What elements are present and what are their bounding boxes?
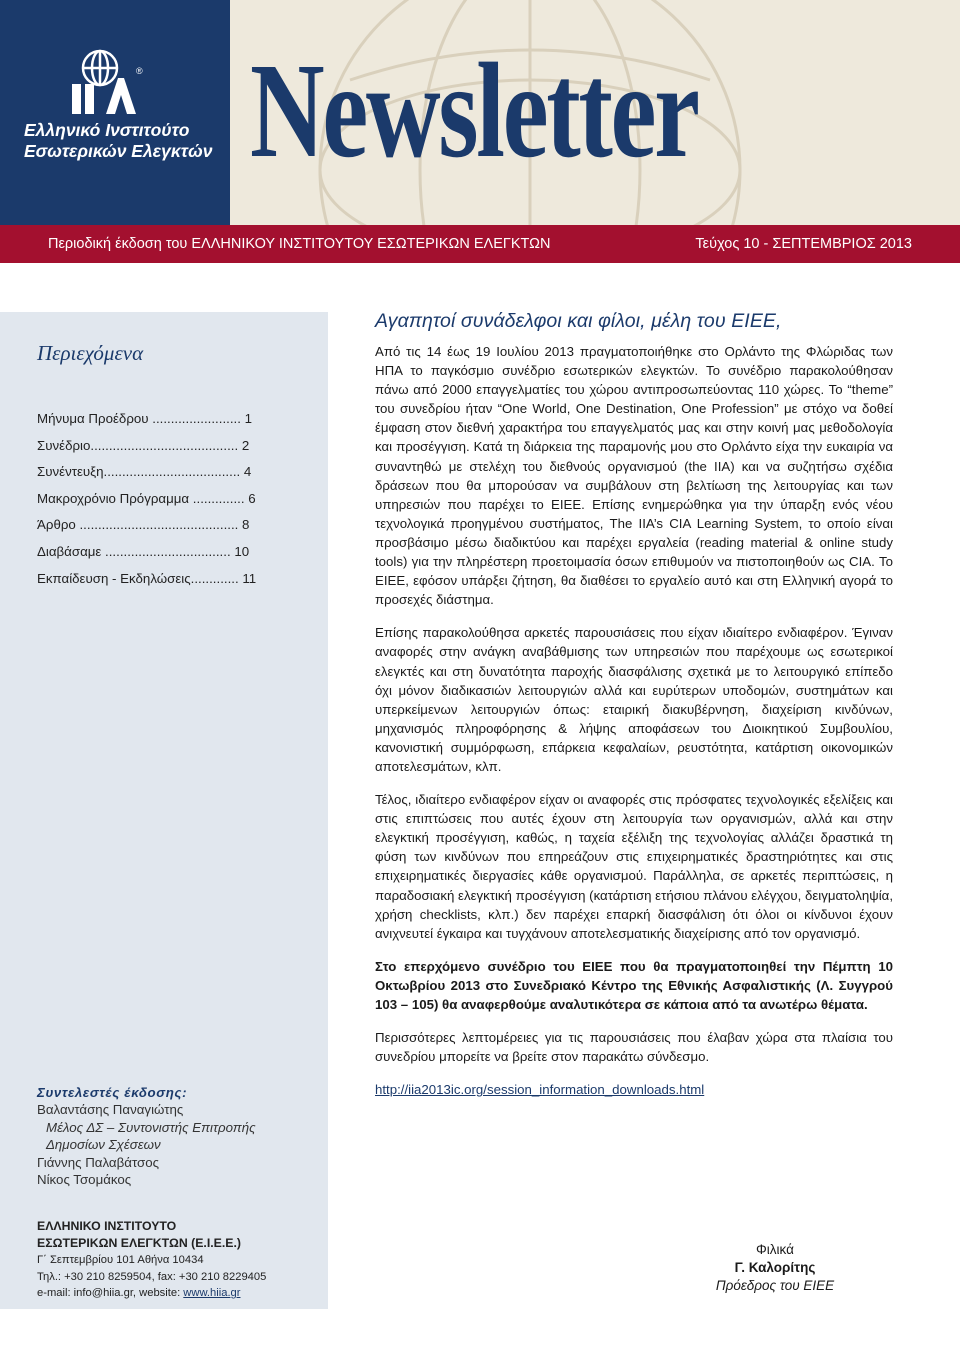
toc-item-we-read[interactable]: Διαβάσαμε .................................. 10 <box>37 543 250 559</box>
toc-item-conference[interactable]: Συνέδριο........................................ 2 <box>37 437 250 453</box>
credit-line: Μέλος ΔΣ – Συντονιστής Επιτροπής <box>46 1119 256 1135</box>
presentations-link[interactable]: http://iia2013ic.org/session_information_downloads.html <box>375 1082 705 1098</box>
logo-text-line1: Ελληνικό Ινστιτούτο <box>24 120 190 140</box>
credit-line: Δημοσίων Σχέσεων <box>46 1137 161 1153</box>
toc-item-education-events[interactable]: Εκπαίδευση - Εκδηλώσεις............. 11 <box>37 570 257 586</box>
issue-number: Τεύχος 10 - ΣΕΠΤΕΜΒΡΙΟΣ 2013 <box>695 236 912 252</box>
iia-logo-icon <box>62 48 162 116</box>
address: Γ΄ Σεπτεμβρίου 101 Αθήνα 10434 <box>37 1254 204 1266</box>
toc-item-article[interactable]: Άρθρο ........................................... 8 <box>37 517 250 533</box>
email-text: e-mail: info@hiia.gr, website: <box>37 1287 184 1300</box>
paragraph-1: Από τις 14 έως 19 Ιουλίου 2013 πραγματοποιήθηκε στο Ορλάντο της Φλώριδας των ΗΠΑ το παγκόσμιο συνέδριο εσωτερικών ελεγκτών. Το συνέδριο παρακολούθησαν πάνω από 2000 επαγγελματίες του χώρου αντιπροσωπεύοντας 110 χώρες. Το “theme” του συνεδρίου ήταν “One World, One Destination, One Profession” με στόχο να δοθεί έμφαση στον διεθνή χαρακτήρα του επαγγελματός μας και στην κοινή μας μεθοδολογία και προσέγγιση. Κατά τη διάρκεια της παραμονής μου στο Ορλάντο είχα την ευκαιρία να συναντηθώ με στελέχη του διεθνούς οργανισμού (the IIA) και να συζητήσω σχέδια δράσεων που θα μπορούσαν να συμβάλουν στη βελτίωση της λειτουργίας και των υπηρεσιών που παρέχει το ΕΙΕΕ. Επίσης ενημερώθηκα για την ύπαρξη ενός νέου τεχνολογικά προηγμένου συστήματος, The IIA’s CIA Learning System, το οποίο είναι προσβάσιμο μέσω διαδικτύου και παρέχει εργαλεία (reading material & online study tools) για την πληρέστερη προετοιμασία όσων επιθυμούν να πιστοποιηθούν ως CIA. Το ΕΙΕΕ, εφόσον υπάρξει ζήτηση, θα διαθέσει το εργαλείο αυτό και στη Ελληνική αγορά το προσεχές διάστημα. <box>375 344 893 608</box>
website-link[interactable]: www.hiia.gr <box>183 1287 241 1300</box>
logo-panel <box>0 0 230 225</box>
credit-line: Γιάννης Παλαβάτσος <box>37 1154 160 1170</box>
logo-text-line2: Εσωτερικών Ελεγκτών <box>24 141 213 161</box>
org-name-line2: ΕΣΩΤΕΡΙΚΩΝ ΕΛΕΓΚΤΩΝ (Ε.Ι.Ε.Ε.) <box>37 1236 242 1250</box>
signoff <box>660 1241 890 1295</box>
toc-item-president-message[interactable]: Μήνυμα Προέδρου ........................ 1 <box>37 411 253 426</box>
toc-item-long-term-program[interactable]: Μακροχρόνιο Πρόγραμμα .............. 6 <box>37 490 256 506</box>
contact-info <box>37 1218 327 1302</box>
credits-title: Συντελεστές έκδοσης: <box>37 1085 188 1100</box>
paragraph-upcoming-conference: Στο επερχόμενο συνέδριο του ΕΙΕΕ που θα πραγματοποιηθεί την Πέμπτη 10 Οκτωβρίου 2013 στο Συνεδριακό Κέντρο της Εθνικής Ασφαλιστικής (Λ. Συγγρού 103 – 105) θα αναφερθούμε αναλυτικότερα σε κάποια από τα ανωτέρω θέματα. <box>375 958 893 1012</box>
credit-line: Νίκος Τσομάκος <box>37 1172 132 1188</box>
newsletter-title: Newsletter <box>250 36 698 186</box>
paragraph-3: Τέλος, ιδιαίτερο ενδιαφέρον είχαν οι αναφορές στις πρόσφατες τεχνολογικές εξελίξεις και στις επιπτώσεις που αυτές έχουν στη λειτουργία των οργανισμών, αλλά και στην ελεγκτική προσέγγιση, καθώς, η ταχεία εξέλιξη της τεχνολογίας αλλάζει δραστικά τη φύση των κινδύνων που επηρεάζουν στις επιχειρηματικές δραστηριότητες και στις επιχειρηματικές διεργασίες κάθε οργανισμού. Παράλληλα, σε αρκετές περιπτώσεις, η παραδοσιακή ελεγκτική προσέγγιση (κατάρτιση ετήσιου πλάνου ελέγχου, δειγματοληψία, χρήση checklists, κλπ.) δεν παρέχει επαρκή διασφάλιση ότι όλοι οι κίνδυνοι έχουν ανιχνευτεί έγκαιρα και τυγχάνουν αποτελεσματικής διαχείρισης από τον οργανισμό. <box>375 792 893 941</box>
email-website <box>37 1285 327 1302</box>
registered-mark: ® <box>136 66 143 76</box>
signoff-greeting: Φιλικά <box>756 1242 794 1257</box>
article-heading: Αγαπητοί συνάδελφοι και φίλοι, μέλη του ΕΙΕΕ, <box>375 310 782 332</box>
paragraph-2: Επίσης παρακολούθησα αρκετές παρουσιάσεις που είχαν ιδιαίτερο ενδιαφέρον. Έγιναν αναφορές στην ανάγκη αναβάθμισης των υπηρεσιών που παρέχουμε ως εσωτερικοί ελεγκτές και στη δυνατότητα παροχής διασφάλισης σχετικά με το λειτουργικό επίπεδο όχι μόνον διαδικασιών λειτουργιών αλλά και ευρύτερων υποδομών, συστημάτων και υπερκείμενων λειτουργιών όπως: εταιρική διακυβέρνηση, διαχείριση κινδύνων, μηχανισμός πληροφόρησης & λήψης αποφάσεων του Διοικητικού Συμβουλίου, κανονιστική συμμόρφωση, επάρκεια κεφαλαίων, ρευστότητα, κατάρτιση οικονομικών αποτελεσμάτων, κλπ. <box>375 625 893 774</box>
toc-title: Περιεχόμενα <box>37 341 144 365</box>
table-of-contents <box>37 409 297 595</box>
toc-item-interview[interactable]: Συνέντευξη..................................... 4 <box>37 464 252 480</box>
issue-bar <box>0 225 960 263</box>
publication-description: Περιοδική έκδοση του ΕΛΛΗΝΙΚΟΥ ΙΝΣΤΙΤΟΥΤΟΥ ΕΣΩΤΕΡΙΚΩΝ ΕΛΕΓΚΤΩΝ <box>48 236 551 252</box>
signoff-name: Γ. Καλορίτης <box>734 1260 816 1275</box>
phone-fax: Τηλ.: +30 210 8259504, fax: +30 210 8229405 <box>37 1270 267 1283</box>
main-article <box>375 308 893 1113</box>
paragraph-more-details: Περισσότερες λεπτομέρειες για τις παρουσιάσεις που έλαβαν χώρα στα πλαίσια του συνεδρίου μπορείτε να βρείτε στον παρακάτω σύνδεσμο. <box>375 1030 893 1065</box>
credits <box>37 1084 317 1188</box>
masthead <box>0 0 960 225</box>
signoff-role: Πρόεδρος του ΕΙΕΕ <box>715 1278 835 1293</box>
org-name-line1: ΕΛΛΗΝΙΚΟ ΙΝΣΤΙΤΟΥΤΟ <box>37 1219 177 1233</box>
logo-text <box>24 120 230 162</box>
credit-line: Βαλαντάσης Παναγιώτης <box>37 1102 184 1118</box>
